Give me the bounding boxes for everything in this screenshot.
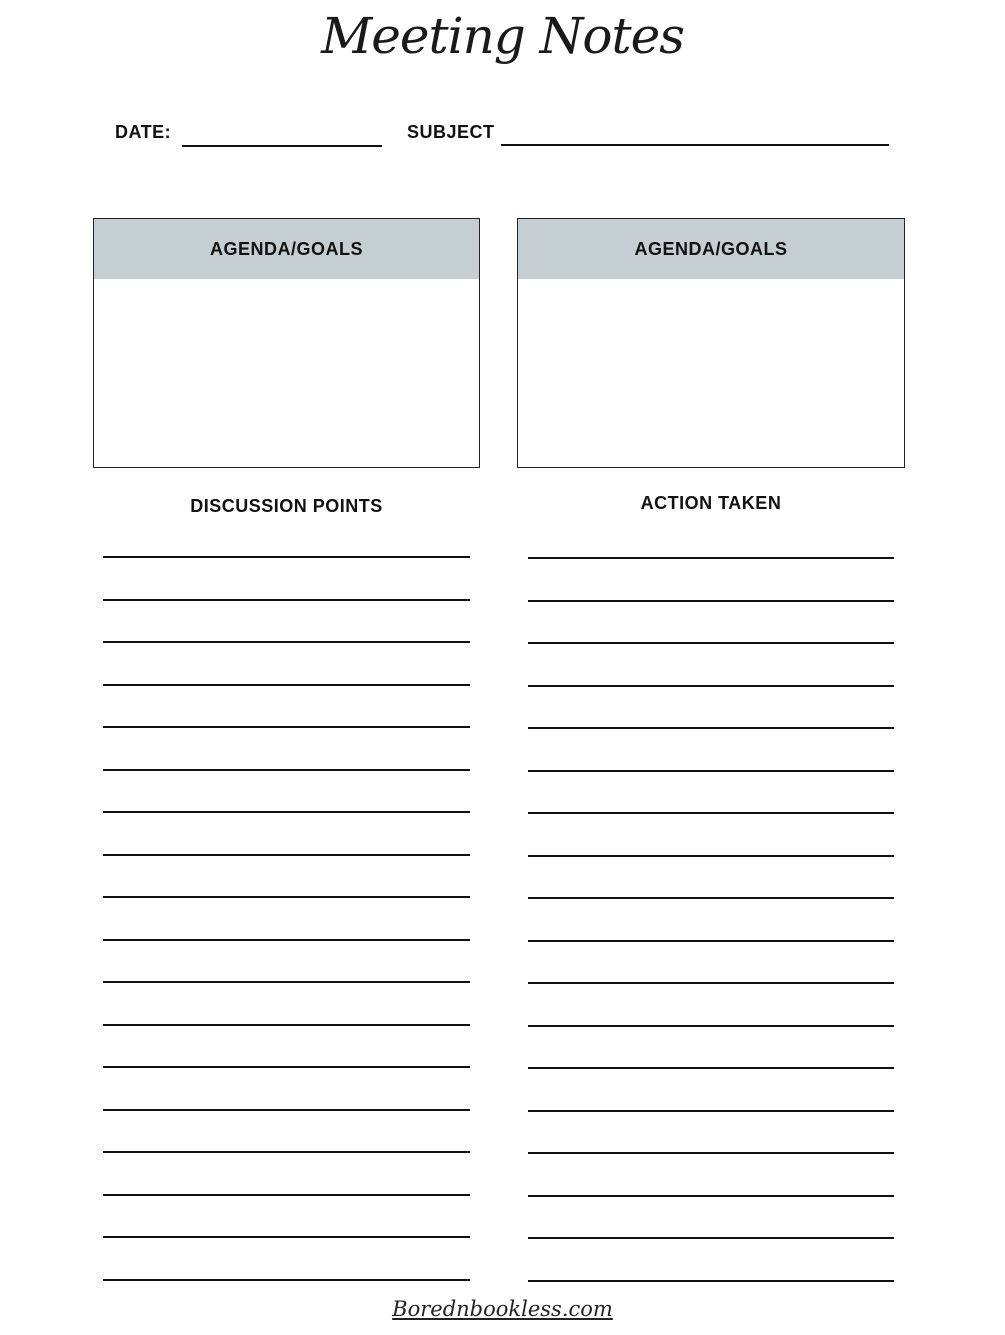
writing-line[interactable] <box>103 726 470 728</box>
agenda-box-right-heading: AGENDA/GOALS <box>518 219 904 279</box>
writing-line[interactable] <box>103 556 470 558</box>
subject-field-line[interactable] <box>501 144 889 146</box>
writing-line[interactable] <box>528 557 894 559</box>
agenda-box-right[interactable] <box>517 218 905 468</box>
footer-website[interactable]: Borednbookless.com <box>392 1297 613 1321</box>
writing-line[interactable] <box>103 981 470 983</box>
writing-line[interactable] <box>103 684 470 686</box>
writing-line[interactable] <box>103 896 470 898</box>
action-taken-heading: ACTION TAKEN <box>640 493 782 513</box>
writing-line[interactable] <box>528 1067 894 1069</box>
discussion-points-heading: DISCUSSION POINTS <box>190 496 383 516</box>
writing-line[interactable] <box>528 600 894 602</box>
writing-line[interactable] <box>103 1194 470 1196</box>
date-field-line[interactable] <box>182 145 382 147</box>
writing-line[interactable] <box>528 1195 894 1197</box>
writing-line[interactable] <box>103 1109 470 1111</box>
writing-line[interactable] <box>103 1024 470 1026</box>
writing-line[interactable] <box>528 685 894 687</box>
writing-line[interactable] <box>528 1152 894 1154</box>
writing-line[interactable] <box>528 642 894 644</box>
writing-line[interactable] <box>103 641 470 643</box>
writing-line[interactable] <box>528 897 894 899</box>
writing-line[interactable] <box>528 940 894 942</box>
agenda-box-left[interactable] <box>93 218 480 468</box>
writing-line[interactable] <box>528 982 894 984</box>
writing-line[interactable] <box>103 1236 470 1238</box>
writing-line[interactable] <box>103 811 470 813</box>
action-taken-lines[interactable] <box>528 557 894 1322</box>
discussion-points-lines[interactable] <box>103 556 470 1321</box>
agenda-box-left-heading: AGENDA/GOALS <box>94 219 479 279</box>
writing-line[interactable] <box>528 855 894 857</box>
writing-line[interactable] <box>528 727 894 729</box>
date-label: DATE: <box>115 122 172 142</box>
writing-line[interactable] <box>103 1066 470 1068</box>
writing-line[interactable] <box>528 1280 894 1282</box>
writing-line[interactable] <box>103 1279 470 1281</box>
writing-line[interactable] <box>103 854 470 856</box>
writing-line[interactable] <box>528 1025 894 1027</box>
page-title: Meeting Notes <box>321 7 684 65</box>
writing-line[interactable] <box>528 770 894 772</box>
writing-line[interactable] <box>528 812 894 814</box>
writing-line[interactable] <box>528 1237 894 1239</box>
writing-line[interactable] <box>103 1151 470 1153</box>
subject-label: SUBJECT <box>407 122 495 142</box>
writing-line[interactable] <box>103 599 470 601</box>
writing-line[interactable] <box>103 939 470 941</box>
writing-line[interactable] <box>528 1110 894 1112</box>
writing-line[interactable] <box>103 769 470 771</box>
